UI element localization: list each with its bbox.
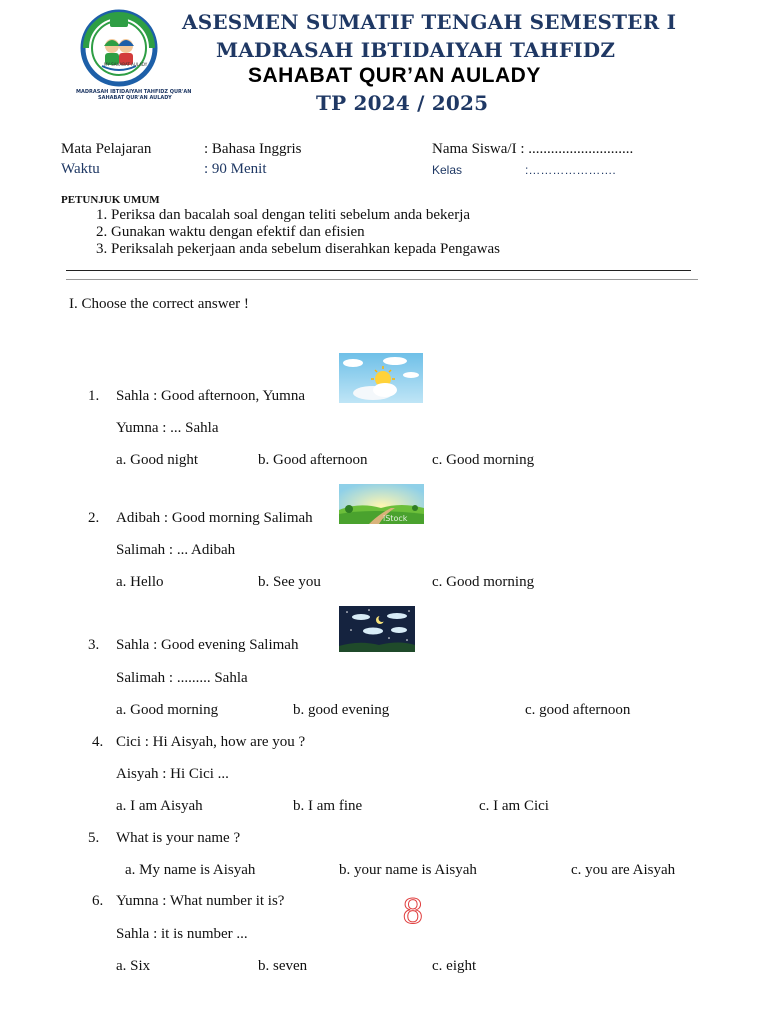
- option-b: b. Good afternoon: [258, 452, 368, 468]
- time-label: Waktu: [61, 161, 100, 177]
- logo-caption-2: SAHABAT QUR'AN AULADY: [98, 95, 172, 101]
- afternoon-sky-image: [339, 353, 423, 403]
- option-b: b. your name is Aisyah: [339, 862, 477, 878]
- school-name-line: MADRASAH IBTIDAIYAH TAHFIDZ: [216, 38, 616, 62]
- question-reply: Salimah : ... Adibah: [116, 542, 236, 558]
- instruction-item: 3. Periksalah pekerjaan anda sebelum diserahkan kepada Pengawas: [96, 241, 501, 257]
- option-c: c. Good morning: [432, 574, 535, 590]
- question-line: Sahla : Good afternoon, Yumna: [116, 388, 305, 404]
- logo-emblem-icon: [72, 8, 168, 100]
- question-number: 2.: [88, 510, 100, 526]
- question-number: 4.: [92, 734, 104, 750]
- option-a: a. Good night: [116, 452, 199, 468]
- option-c: c. eight: [432, 958, 477, 974]
- subject-value: : Bahasa Inggris: [204, 141, 302, 157]
- question-number: 1.: [88, 388, 100, 404]
- academic-year: TP 2024 / 2025: [316, 91, 489, 115]
- school-logo: [72, 8, 168, 100]
- instructions-title: PETUNJUK UMUM: [61, 194, 160, 206]
- option-a: a. Six: [116, 958, 151, 974]
- option-c: c. you are Aisyah: [571, 862, 676, 878]
- student-name-field: Nama Siswa/I : ............................: [432, 141, 634, 157]
- question-line: Adibah : Good morning Salimah: [116, 510, 313, 526]
- question-line: Yumna : What number it is?: [116, 893, 285, 909]
- night-sky-image: [339, 606, 415, 652]
- option-b: b. I am fine: [293, 798, 363, 814]
- class-field: :………………….: [525, 163, 616, 177]
- instruction-item: 2. Gunakan waktu dengan efektif dan efisien: [96, 224, 365, 240]
- exam-title: ASESMEN SUMATIF TENGAH SEMESTER I: [182, 10, 677, 34]
- option-c: c. Good morning: [432, 452, 535, 468]
- question-line: Sahla : Good evening Salimah: [116, 637, 299, 653]
- question-reply: Yumna : ... Sahla: [116, 420, 219, 436]
- question-number: 6.: [92, 893, 104, 909]
- question-reply: Sahla : it is number ...: [116, 926, 248, 942]
- question-number: 3.: [88, 637, 100, 653]
- morning-landscape-image: [339, 484, 424, 524]
- header-divider: [66, 270, 691, 271]
- option-a: a. I am Aisyah: [116, 798, 203, 814]
- time-value: : 90 Menit: [204, 161, 267, 177]
- question-reply: Salimah : ......... Sahla: [116, 670, 248, 686]
- option-a: a. Good morning: [116, 702, 219, 718]
- option-b: b. seven: [258, 958, 308, 974]
- school-name-line-2: SAHABAT QUR’AN AULADY: [248, 64, 541, 87]
- question-number: 5.: [88, 830, 100, 846]
- option-a: a. Hello: [116, 574, 164, 590]
- class-label: Kelas: [432, 163, 463, 177]
- option-a: a. My name is Aisyah: [125, 862, 256, 878]
- question-line: What is your name ?: [116, 830, 241, 846]
- number-eight-image: 8: [402, 892, 424, 932]
- header-divider-thin: [66, 279, 698, 280]
- option-b: b. See you: [258, 574, 321, 590]
- option-c: c. good afternoon: [525, 702, 631, 718]
- image-watermark: iStock: [383, 514, 408, 523]
- logo-caption-1: MADRASAH IBTIDAIYAH TAHFIDZ QUR'AN: [76, 89, 192, 95]
- instruction-item: 1. Periksa dan bacalah soal dengan teliti sebelum anda bekerja: [96, 207, 471, 223]
- question-reply: Aisyah : Hi Cici ...: [116, 766, 229, 782]
- question-line: Cici : Hi Aisyah, how are you ?: [116, 734, 306, 750]
- logo-inner-text: MY SAHABAT AULADY: [104, 62, 148, 67]
- option-b: b. good evening: [293, 702, 390, 718]
- subject-label: Mata Pelajaran: [61, 141, 152, 157]
- option-c: c. I am Cici: [479, 798, 549, 814]
- section-heading: I. Choose the correct answer !: [69, 296, 249, 312]
